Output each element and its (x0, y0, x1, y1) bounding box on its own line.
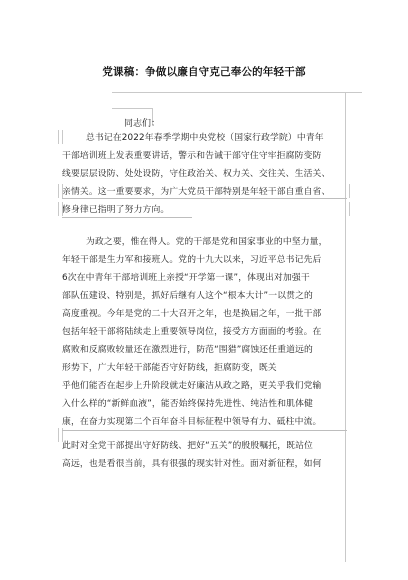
body-line: 高远，也是看很当前，具有很强的现实针对性。面对新征程，如何 (62, 459, 322, 469)
body-line: 部队伍建设、特别是，抓好后继有人这个“根本大计”一以贯之的 (62, 291, 313, 301)
body-line: 此时对全党干部提出守好防线、把好“五关”的殷殷嘱托，既站位 (62, 441, 313, 451)
revision-marker (345, 184, 350, 198)
body-line: 康，在奋力实现第二个百年奋斗目标征程中领导有力、砥柱中流。 (62, 417, 322, 427)
revision-underline (62, 217, 192, 218)
body-line: 修身律已指明了努力方向。 (62, 205, 170, 215)
text-frame-top (112, 92, 362, 93)
body-line: 高度重视。今年是党的二十大召开之年，也是换届之年，一批干部 (62, 309, 322, 319)
salutation: 同志们： (124, 119, 161, 129)
body-line: 线要层层设防、处处设防，守住政治关、权力关、交往关、生活关、 (62, 169, 331, 179)
body-line: 乎他们能否在起步上升阶段就走好廉洁从政之路，更关乎我们党输 (62, 381, 322, 391)
body-line: 入什么样的“新鲜血液”，能否始终保持先进性、纯洁性和肌体健 (62, 399, 313, 409)
body-line: 形势下，广大年轻干部能否守好防线，拒腐防变，既关 (62, 363, 277, 373)
body-line: 腐败和反腐败较量还在激烈进行，防范“围猎”腐蚀还任重道远的 (62, 345, 313, 355)
revision-marker (58, 130, 63, 144)
body-line: 亲情关。这一重要要求，为广大党员干部特别是年轻干部自重自省、 (62, 187, 331, 197)
revision-marker (58, 184, 63, 198)
document-title: 党课稿：争做以廉自守克己奉公的年轻干部 (102, 66, 306, 78)
body-line: 干部培训班上发表重要讲话，警示和告诫干部守住守牢拒腐防变防 (62, 151, 322, 161)
body-line: 年轻干部是生力军和接班人。党的十九大以来，习近平总书记先后 (62, 255, 322, 265)
revision-marker (345, 202, 350, 216)
revision-underline (62, 430, 347, 431)
body-line: 6次在中青年干部培训班上亲授“开学第一课”，体现出对加强干 (62, 273, 310, 283)
body-line: 总书记在2022年春季学期中央党校（国家行政学院）中青年 (86, 133, 324, 143)
revision-marker (58, 202, 63, 216)
body-line: 为政之要，惟在得人。党的干部是党和国家事业的中坚力量， (86, 237, 328, 247)
revision-underline (62, 198, 347, 199)
body-line: 包括年轻干部将陆续走上重要领导岗位，接受方方面面的考验。在 (62, 327, 322, 337)
